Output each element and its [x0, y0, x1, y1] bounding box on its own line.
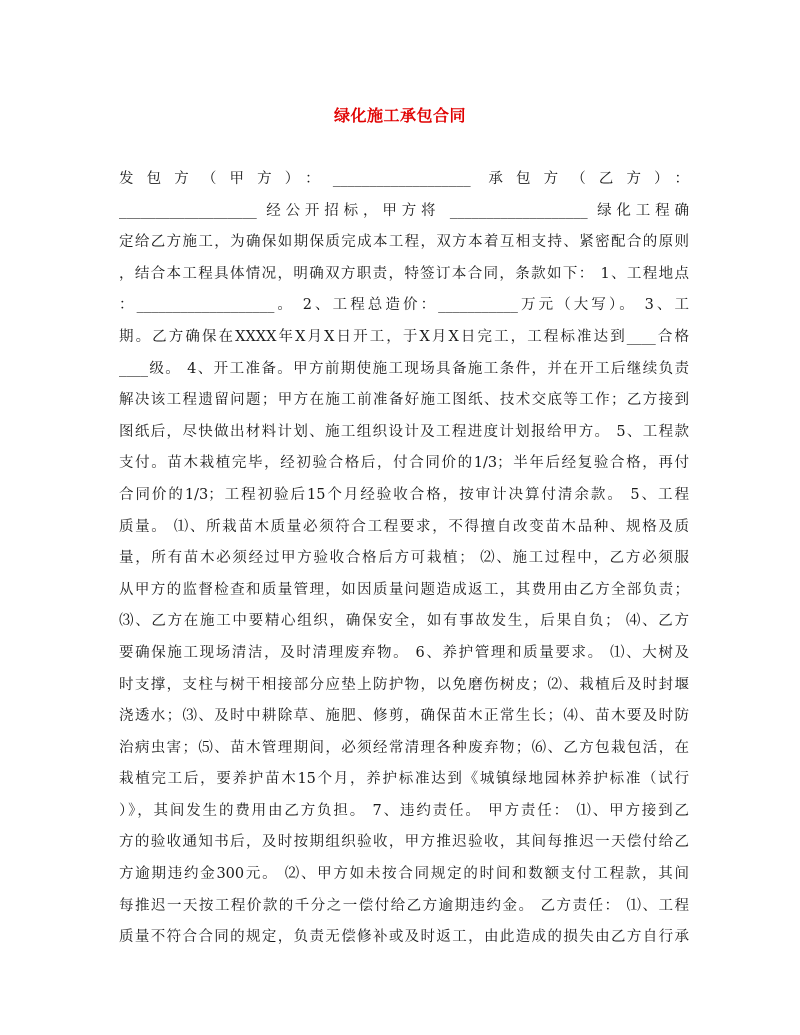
body-line: ⑶、乙方在施工中要精心组织，确保安全，如有事故发生，后果自负； ⑷、乙方 [119, 613, 689, 630]
body-line: ____级。 4、开工准备。甲方前期使施工现场具备施工条件，并在开工后继续负责 [119, 360, 689, 377]
body-line: 合同价的1/3；工程初验后15个月经验收合格，按审计决算付清余款。 5、工程 [119, 486, 689, 503]
body-line: 要确保施工现场清洁，及时清理废弃物。 6、养护管理和质量要求。 ⑴、大树及 [119, 644, 689, 661]
body-line: 每推迟一天按工程价款的千分之一偿付给乙方逾期违约金。 乙方责任： ⑴、工程 [119, 897, 689, 914]
body-line: 栽植完工后，要养护苗木15个月，养护标准达到《城镇绿地园林养护标准（试行 [119, 771, 689, 788]
body-line: ：___________________。 2、工程总造价：___________万元（大写）。 3、工 [119, 297, 689, 314]
body-line: 治病虫害；⑸、苗木管理期间，必须经常清理各种废弃物；⑹、乙方包栽包活，在 [119, 739, 689, 756]
body-line: 时支撑，支柱与树干相接部分应垫上防护物，以免磨伤树皮；⑵、栽植后及时封堰 [119, 676, 689, 693]
body-line: 方逾期违约金300元。 ⑵、甲方如未按合同规定的时间和数额支付工程款，其间 [119, 866, 689, 883]
body-line: 图纸后，尽快做出材料计划、施工组织设计及工程进度计划报给甲方。 5、工程款 [119, 423, 689, 440]
body-line: ）》，其间发生的费用由乙方负担。 7、违约责任。 甲方责任： ⑴、甲方接到乙 [119, 802, 689, 819]
body-line: 质量不符合合同的规定，负责无偿修补或及时返工，由此造成的损失由乙方自行承 [119, 929, 689, 946]
document-title: 绿化施工承包合同 [333, 106, 466, 125]
body-line: 质量。 ⑴、所栽苗木质量必须符合工程要求，不得擅自改变苗木品种、规格及质 [119, 518, 689, 535]
contract-body [119, 164, 689, 954]
body-line: ___________________ 经公开招标，甲方将 ___________________ 绿化工程确 [119, 202, 689, 219]
body-line: 量，所有苗木必须经过甲方验收合格后方可栽植； ⑵、施工过程中，乙方必须服 [119, 550, 689, 567]
body-line: 支付。苗木栽植完毕，经初验合格后，付合同价的1/3；半年后经复验合格，再付 [119, 455, 689, 472]
body-line: 方的验收通知书后，及时按期组织验收，甲方推迟验收，其间每推迟一天偿付给乙 [119, 834, 689, 851]
body-line: 解决该工程遗留问题；甲方在施工前准备好施工图纸、技术交底等工作；乙方接到 [119, 392, 689, 409]
body-line: 从甲方的监督检查和质量管理，如因质量问题造成返工，其费用由乙方全部负责； [119, 581, 689, 598]
body-line: 发包方（甲方）：___________________ 承包方（乙方）： [119, 171, 689, 187]
body-line: 定给乙方施工，为确保如期保质完成本工程，双方本着互相支持、紧密配合的原则 [119, 234, 689, 251]
body-line: 浇透水；⑶、及时中耕除草、施肥、修剪，确保苗木正常生长；⑷、苗木要及时防 [119, 708, 689, 725]
body-line: 期。乙方确保在XXXX年X月X日开工，于X月X日完工，工程标准达到____合格 [119, 328, 689, 345]
body-line: ，结合本工程具体情况，明确双方职责，特签订本合同，条款如下： 1、工程地点 [119, 265, 689, 282]
